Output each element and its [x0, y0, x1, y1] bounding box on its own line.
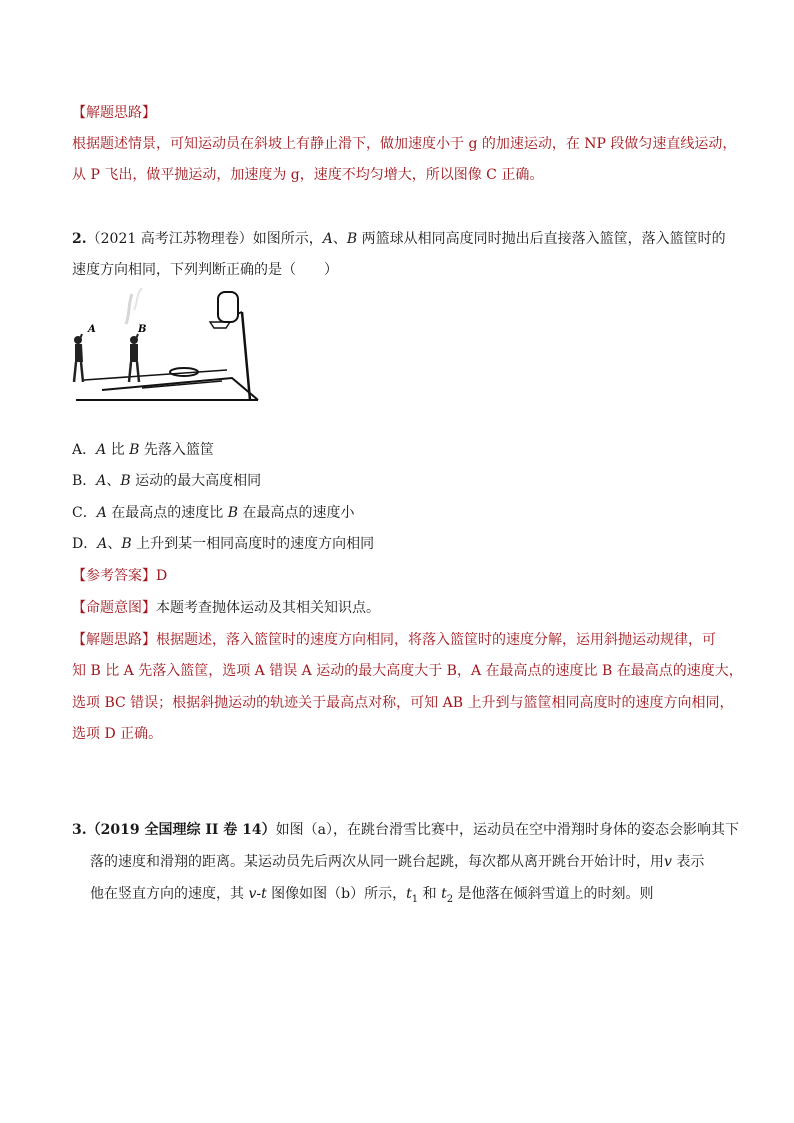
solution-text-line2: 从 P 飞出，做平抛运动，加速度为 g，速度不均匀增大，所以图像 C 正确。 — [72, 167, 544, 183]
q2-solution-line4: 选项 D 正确。 — [72, 726, 163, 742]
q3-stem-line3: 他在竖直方向的速度，其 v-t 图像如图（b）所示，$t_1$ 和 $t_2$ 是他落在倾斜雪道上的时刻。则 — [90, 886, 654, 905]
intent-label: 【命题意图】 — [72, 600, 156, 616]
q2-stem-line2: 速度方向相同，下列判断正确的是（ ） — [72, 262, 338, 278]
q3-source: （2019 全国理综 II 卷 14） — [86, 822, 276, 838]
q2-option-d: D．A、B 上升到某一相同高度时的速度方向相同 — [72, 536, 375, 552]
q3-stem-line2: 落的速度和滑翔的距离。某运动员先后两次从同一跳台起跳，每次都从离开跳台开始计时，用v 表示 — [90, 854, 705, 870]
q3-stem-line1: 3.（2019 全国理综 II 卷 14）如图（a），在跳台滑雪比赛中，运动员在空中滑翔时身体的姿态会影响其下 — [72, 822, 740, 838]
q2-option-b: B．A、B 运动的最大高度相同 — [72, 473, 262, 489]
q3-number: 3. — [72, 822, 87, 838]
q2-solution-line1: 【解题思路】根据题述，落入篮筐时的速度方向相同，将落入篮筐时的速度分解，运用斜抛运动规律，可 — [72, 632, 716, 648]
answer-value: D — [156, 568, 168, 584]
intent-text: 本题考查抛体运动及其相关知识点。 — [156, 600, 380, 616]
q2-solution-label: 【解题思路】 — [72, 632, 156, 648]
q2-option-c: C．A 在最高点的速度比 B 在最高点的速度小 — [72, 505, 355, 521]
q2-option-a: A．A 比 B 先落入篮筐 — [72, 442, 214, 458]
q2-intent — [72, 593, 732, 624]
q2-solution-line2: 知 B 比 A 先落入篮筐，选项 A 错误 A 运动的最大高度大于 B，A 在最高点的速度比 B 在最高点的速度大， — [72, 663, 743, 679]
solution-label: 【解题思路】 — [72, 105, 156, 121]
answer-label: 【参考答案】 — [72, 568, 156, 584]
player-a-icon — [74, 334, 83, 382]
q2-solution-line3: 选项 BC 错误；根据斜抛运动的轨迹关于最高点对称，可知 AB 上升到与篮筐相同高度时的速度方向相同， — [72, 695, 734, 711]
solution-text-line1: 根据题述情景，可知运动员在斜坡上有静止滑下，做加速度小于 g 的加速运动，在 NP 段做匀速直线运动， — [72, 136, 737, 152]
figure-label-a: A — [88, 324, 96, 335]
player-b-icon — [129, 334, 139, 382]
q2-stem-line1: 2.（2021 高考江苏物理卷）如图所示，A、B 两篮球从相同高度同时抛出后直接落入篮筐，落入篮筐时的 — [72, 231, 726, 247]
figure-label-b: B — [138, 324, 147, 335]
q2-number: 2. — [72, 231, 87, 247]
q2-answer — [72, 561, 732, 592]
basketball-court-figure — [72, 284, 262, 404]
q2-source: （2021 高考江苏物理卷） — [86, 231, 253, 247]
